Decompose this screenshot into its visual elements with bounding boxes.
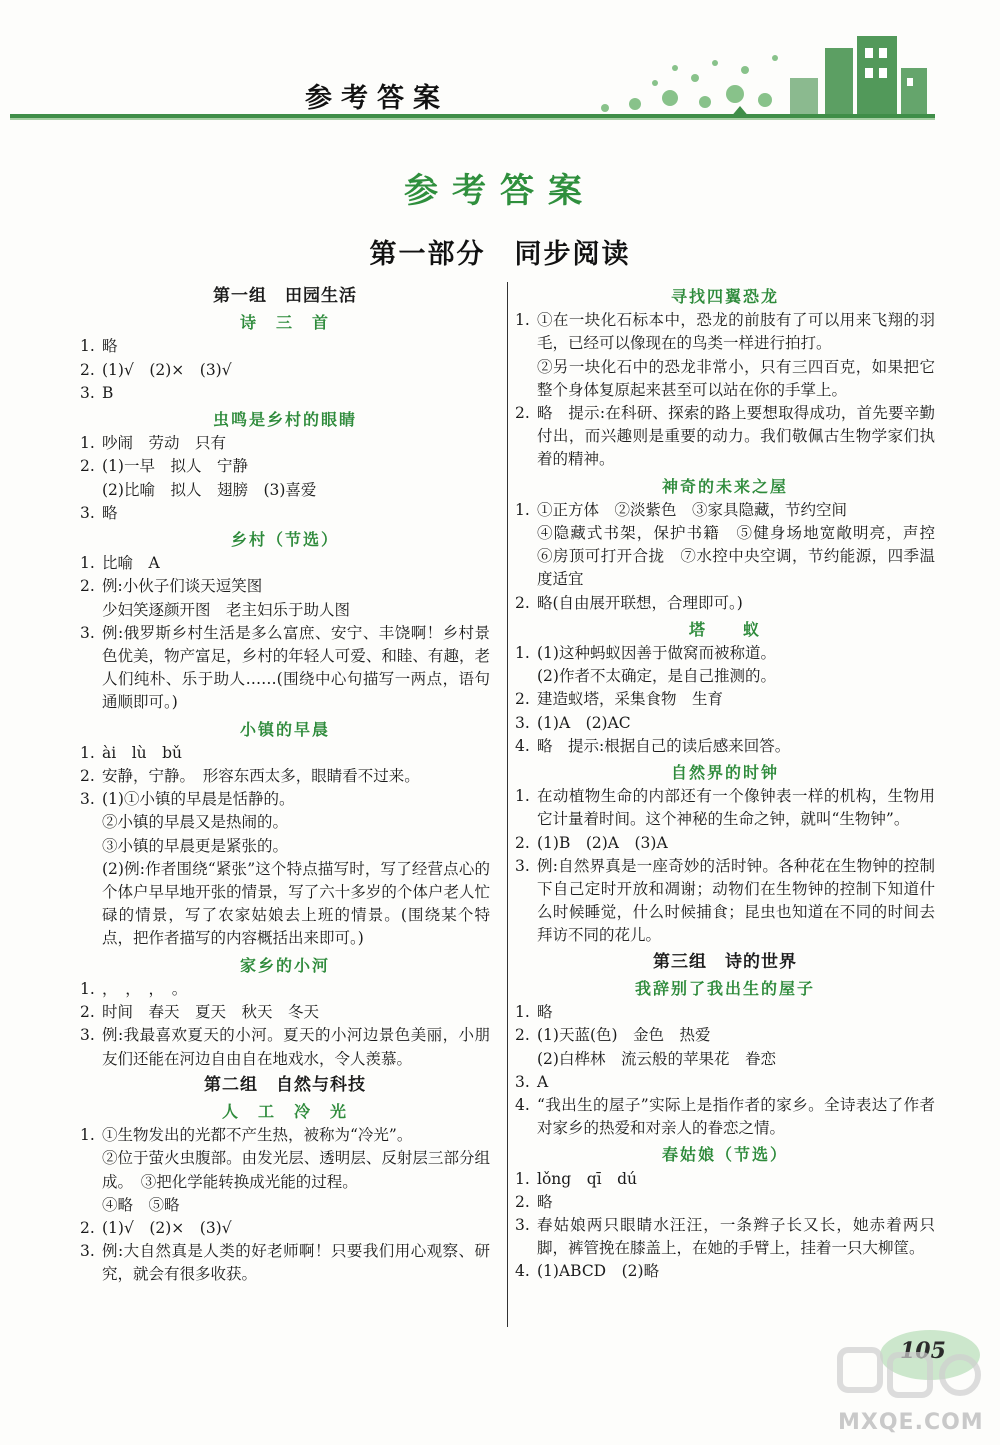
section-title: 自然界的时钟 — [670, 763, 779, 783]
answer-number: 3. — [80, 1242, 95, 1261]
answer-item — [515, 1214, 935, 1260]
answer-item — [515, 402, 935, 472]
column-divider — [507, 282, 508, 1327]
answer-item — [515, 499, 935, 522]
header-title: 参考答案 — [305, 83, 449, 114]
answer-text: (1)①小镇的早晨是恬静的。 — [102, 790, 295, 809]
answer-text: 略 — [537, 1003, 553, 1022]
answer-item — [80, 382, 490, 405]
answer-number: 1. — [80, 337, 95, 356]
answer-text: 略 — [102, 503, 118, 522]
answer-text: 略(自由展开联想，合理即可。) — [537, 593, 743, 612]
answer-text: ①在一块化石标本中，恐龙的前肢有了可以用来飞翔的羽毛，已经可以像现在的鸟类一样进行拍打。 — [537, 311, 935, 353]
answer-continuation: ④隐藏式书架，保护书籍 ⑤健身场地宽敞明亮，声控 ⑥房顶可打开合拢 ⑦水控中央空调，节约能源，四季温度适宜 — [537, 524, 951, 589]
answer-text: ， ， ， 。 — [102, 979, 188, 998]
section-title: 乡村（节选） — [230, 530, 339, 550]
answer-item — [515, 855, 935, 948]
answer-continuation: ③小镇的早晨更是紧张的。 — [102, 836, 289, 855]
answer-continuation: ②位于萤火虫腹部。由发光层、透明层、反射层三部分组成。 ③把化学能转换成光能的过程。 — [102, 1149, 490, 1191]
answer-item — [80, 432, 490, 455]
answer-text: B — [102, 383, 114, 402]
answer-number: 2. — [515, 1026, 530, 1045]
answer-text: (1)一早 拟人 宁静 — [102, 457, 248, 476]
left-column — [80, 282, 490, 1287]
answer-number: 4. — [515, 1262, 530, 1281]
answer-number: 2. — [515, 593, 530, 612]
answer-item — [515, 1094, 935, 1140]
answer-number: 3. — [80, 790, 95, 809]
answer-text: 例:小伙子们谈天逗笑图 — [102, 577, 263, 596]
answer-number: 1. — [80, 1126, 95, 1145]
answer-item — [515, 688, 935, 711]
answer-item — [80, 575, 490, 598]
part-title: 第一部分 同步阅读 — [369, 239, 631, 270]
answer-text: (1)√ (2)× (3)√ — [102, 1218, 232, 1237]
answer-text: 时间 春天 夏天 秋天 冬天 — [102, 1003, 320, 1022]
answer-continuation: 少妇笑逐颜开图 老主妇乐于助人图 — [102, 600, 351, 619]
answer-continuation: (2)白桦林 流云般的苹果花 眷恋 — [537, 1049, 776, 1068]
answer-item — [515, 1024, 935, 1047]
answer-text: 略 — [102, 337, 118, 356]
section-title: 小镇的早晨 — [239, 719, 330, 739]
answer-item — [80, 765, 490, 788]
answer-item — [515, 642, 935, 665]
answer-item — [515, 785, 935, 831]
group-title: 第一组 田园生活 — [213, 286, 357, 306]
watermark-text: MXQE.COM — [838, 1410, 984, 1435]
answer-continuation: ②小镇的早晨又是热闹的。 — [102, 813, 289, 832]
answer-item — [515, 1168, 935, 1191]
answer-item — [80, 502, 490, 525]
answer-item — [80, 622, 490, 715]
answer-number: 2. — [515, 690, 530, 709]
answer-number: 1. — [515, 1003, 530, 1022]
page-number: 105 — [900, 1338, 946, 1364]
answer-number: 2. — [80, 360, 95, 379]
answer-item — [80, 1024, 490, 1070]
answer-number: 3. — [515, 713, 530, 732]
answer-item — [80, 788, 490, 811]
answer-number: 2. — [515, 1192, 530, 1211]
answer-text: (1)A (2)AC — [537, 713, 631, 732]
answer-item — [515, 1260, 935, 1283]
answer-number: 2. — [80, 767, 95, 786]
answer-number: 4. — [515, 1095, 530, 1114]
answer-text: 略 — [537, 1192, 553, 1211]
answer-item — [515, 735, 935, 758]
answer-item — [80, 1240, 490, 1286]
answer-number: 2. — [80, 1218, 95, 1237]
group-title: 第二组 自然与科技 — [204, 1074, 366, 1095]
answer-item — [80, 978, 490, 1001]
answer-continuation: (2)比喻 拟人 翅膀 (3)喜爱 — [102, 480, 317, 499]
answer-number: 3. — [80, 503, 95, 522]
answer-item — [80, 742, 490, 765]
section-title: 春姑娘（节选） — [661, 1145, 788, 1165]
answer-item — [80, 552, 490, 575]
answer-number: 1. — [80, 434, 95, 453]
section-title: 塔 蚁 — [688, 619, 761, 639]
answer-text: (1)天蓝(色) 金色 热爱 — [537, 1026, 711, 1045]
answer-number: 1. — [80, 554, 95, 573]
answer-number: 1. — [80, 743, 95, 762]
answer-number: 2. — [515, 404, 530, 423]
answer-text: ①正方体 ②淡紫色 ③家具隐藏，节约空间 — [537, 500, 848, 519]
answer-number: 1. — [80, 979, 95, 998]
answer-number: 2. — [80, 1003, 95, 1022]
section-title: 诗 三 首 — [239, 313, 330, 333]
answer-text: 略 提示:在科研、探索的路上要想取得成功，首先要辛勤付出，而兴趣则是重要的动力。我们敬佩古生物学家们执着的精神。 — [537, 404, 935, 469]
answer-number: 3. — [515, 1215, 530, 1234]
answer-text: A — [537, 1072, 549, 1091]
answer-number: 2. — [80, 577, 95, 596]
answer-text: 比喻 A — [102, 554, 160, 573]
answer-number: 1. — [515, 644, 530, 663]
answer-text: 建造蚁塔，采集食物 生育 — [537, 690, 724, 709]
group-title: 第三组 诗的世界 — [653, 951, 797, 972]
page-header — [0, 0, 1000, 160]
answer-text: (1)B (2)A (3)A — [537, 833, 668, 852]
answer-number: 1. — [515, 1169, 530, 1188]
answer-item — [515, 832, 935, 855]
answer-item — [80, 359, 490, 382]
section-title: 虫鸣是乡村的眼睛 — [212, 410, 357, 430]
answer-item — [515, 712, 935, 735]
answer-number: 3. — [515, 856, 530, 875]
section-title: 神奇的未来之屋 — [661, 476, 788, 496]
answer-text: 例:我最喜欢夏天的小河。夏天的小河边景色美丽，小朋友们还能在河边自由自在地戏水，令人羡慕。 — [102, 1026, 490, 1068]
answer-text: lǒng qī dú — [537, 1169, 637, 1188]
answer-item — [80, 1124, 490, 1147]
answer-text: (1)ABCD (2)略 — [537, 1262, 660, 1281]
answer-number: 1. — [515, 500, 530, 519]
answer-continuation: ②另一块化石中的恐龙非常小，只有三四百克，如果把它整个身体复原起来甚至可以站在你的手掌上。 — [537, 357, 935, 399]
answer-item — [80, 1001, 490, 1024]
answer-item — [515, 592, 935, 615]
answer-text: 在动植物生命的内部还有一个像钟表一样的机构，生物用它计量着时间。这个神秘的生命之钟，就叫“生物钟”。 — [537, 787, 935, 829]
answer-text: 春姑娘两只眼睛水汪汪，一条辫子长又长，她赤着两只脚，裤管挽在膝盖上，在她的手臂上，挂着一只大柳筐。 — [537, 1215, 935, 1258]
section-title: 人 工 冷 光 — [221, 1101, 348, 1121]
section-title: 我辞别了我出生的屋子 — [634, 978, 815, 998]
answer-item — [515, 309, 935, 355]
answer-number: 3. — [515, 1072, 530, 1091]
answer-text: ①生物发出的光都不产生热，被称为“冷光”。 — [102, 1126, 413, 1145]
answer-number: 1. — [515, 787, 530, 806]
right-column — [515, 282, 951, 1284]
answer-number: 1. — [515, 311, 530, 330]
answer-text: 吵闹 劳动 只有 — [102, 434, 227, 453]
city-decoration-icon — [575, 28, 945, 123]
answer-continuation: (2)作者不太确定，是自己推测的。 — [537, 667, 776, 686]
answer-item — [515, 1001, 935, 1024]
answer-text: 安静，宁静。 形容东西太多，眼睛看不过来。 — [102, 767, 420, 786]
answer-text: 例:俄罗斯乡村生活是多么富庶、安宁、丰饶啊！乡村景色优美，物产富足，乡村的年轻人可爱、和睦、有趣，老人们纯朴、乐于助人……(围绕中心句描写一两点，语句通顺即可。) — [102, 623, 490, 712]
answer-number: 2. — [515, 833, 530, 852]
answer-item — [80, 1217, 490, 1240]
answer-number: 3. — [80, 1026, 95, 1045]
section-title: 家乡的小河 — [239, 955, 330, 975]
answer-key-title: 参考答案 — [404, 171, 596, 211]
answer-item — [80, 335, 490, 358]
answer-number: 3. — [80, 383, 95, 402]
answer-continuation: ④略 ⑤略 — [102, 1195, 180, 1214]
answer-text: 例:大自然真是人类的好老师啊！只要我们用心观察、研究，就会有很多收获。 — [102, 1242, 490, 1284]
answer-text: 略 提示:根据自己的读后感来回答。 — [537, 736, 791, 755]
answer-text: ài lù bǔ — [102, 743, 183, 762]
answer-number: 2. — [80, 457, 95, 476]
answer-number: 4. — [515, 736, 530, 755]
answer-text: (1)这种蚂蚁因善于做窝而被称道。 — [537, 644, 776, 663]
section-title: 寻找四翼恐龙 — [670, 287, 779, 306]
answer-item — [515, 1191, 935, 1214]
answer-item — [80, 455, 490, 478]
answer-number: 3. — [80, 623, 95, 642]
answer-text: “我出生的屋子”实际上是指作者的家乡。全诗表达了作者对家乡的热爱和对亲人的眷恋之情。 — [537, 1095, 935, 1138]
answer-text: 例:自然界真是一座奇妙的活时钟。各种花在生物钟的控制下自己定时开放和凋谢；动物们在生物钟的控制下知道什么时候睡觉，什么时候捕食；昆虫也知道在不同的时间去拜访不同的花儿。 — [537, 856, 935, 945]
answer-item — [515, 1071, 935, 1094]
answer-text: (1)√ (2)× (3)√ — [102, 360, 232, 379]
answer-continuation: (2)例:作者围绕“紧张”这个特点描写时，写了经营点心的个体户早早地开张的情景，写了六十多岁的个体户老人忙碌的情景，写了农家姑娘去上班的情景。(围绕某个特点，把作者描写的内容概括出来即可。) — [102, 859, 490, 948]
